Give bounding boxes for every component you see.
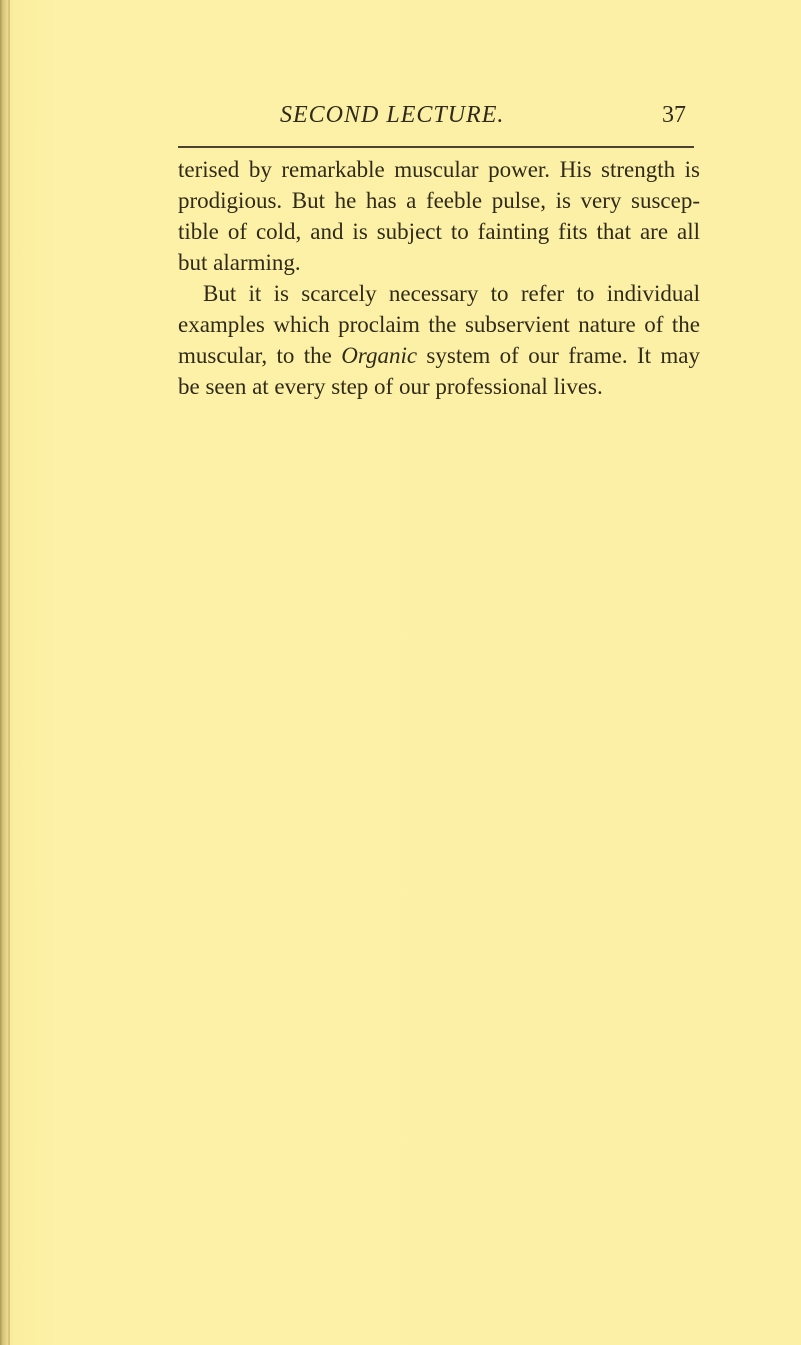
- page-gutter-edge: [0, 0, 8, 1345]
- organic-italic-word: Organic: [341, 343, 418, 368]
- page-gutter-line: [8, 0, 10, 1345]
- header-rule: [178, 146, 694, 148]
- text-line-7: [178, 340, 700, 371]
- text-line-6: examples which proclaim the subservient nature of the: [178, 312, 700, 337]
- text-line-5: But it is scarcely necessary to refer to individual: [203, 281, 700, 306]
- running-head: SECOND LECTURE.: [280, 102, 505, 128]
- text-line-8: be seen at every step of our professional lives.: [178, 374, 603, 399]
- text-line-4: but alarming.: [178, 250, 301, 275]
- text-line-7-after: system of our frame. It may: [417, 343, 700, 368]
- page-number: 37: [662, 102, 686, 128]
- text-line-3: tible of cold, and is subject to fainting fits that are all: [178, 219, 700, 244]
- text-line-2: prodigious. But he has a feeble pulse, is very suscep-: [178, 188, 700, 213]
- body-text: [178, 154, 700, 402]
- page-header: [178, 102, 686, 136]
- text-line-1: terised by remarkable muscular power. His strength is: [178, 157, 700, 182]
- text-line-7-before: muscular, to the: [178, 343, 342, 368]
